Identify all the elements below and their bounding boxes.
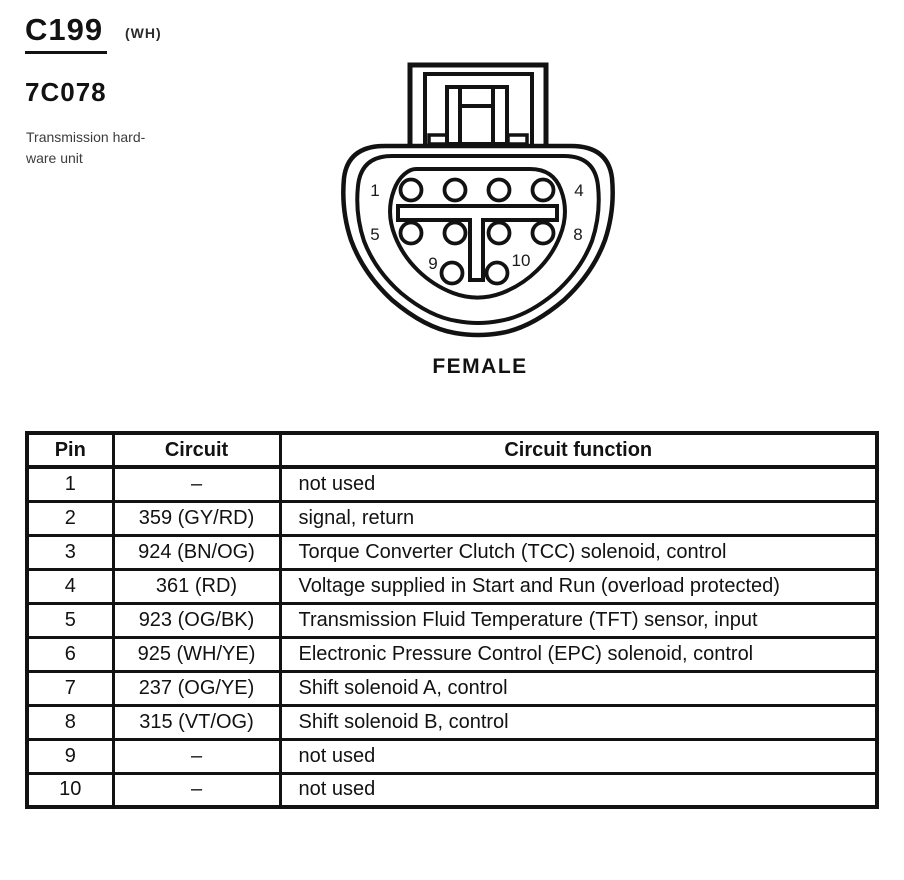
function-cell: not used [280, 467, 877, 501]
pin-cell: 6 [27, 637, 113, 671]
pinout-row [27, 569, 877, 603]
component-description-line2: ware unit [26, 150, 83, 166]
component-description [26, 127, 145, 169]
pinout-row [27, 467, 877, 501]
circuit-cell: 924 (BN/OG) [113, 535, 280, 569]
pin-cell: 8 [27, 705, 113, 739]
function-cell: Shift solenoid B, control [280, 705, 877, 739]
function-cell: Voltage supplied in Start and Run (overload protected) [280, 569, 877, 603]
circuit-cell: 237 (OG/YE) [113, 671, 280, 705]
function-cell: not used [280, 773, 877, 807]
pin-cell: 9 [27, 739, 113, 773]
connector-id: C199 [25, 12, 104, 47]
pin-column-header: Pin [27, 433, 113, 467]
pin-4 [533, 180, 554, 201]
connector-keyway [398, 206, 557, 280]
connector-diagram [330, 40, 630, 340]
circuit-cell: 925 (WH/YE) [113, 637, 280, 671]
latch-foot-left [429, 135, 447, 144]
pin-cell: 4 [27, 569, 113, 603]
pinout-row [27, 705, 877, 739]
gender-label: FEMALE [432, 355, 528, 378]
circuit-cell: 315 (VT/OG) [113, 705, 280, 739]
circuit-cell: – [113, 773, 280, 807]
connector-latch [410, 65, 546, 146]
pin-label-5: 5 [370, 225, 380, 244]
function-cell: Torque Converter Clutch (TCC) solenoid, control [280, 535, 877, 569]
circuit-cell: 361 (RD) [113, 569, 280, 603]
circuit-cell: – [113, 739, 280, 773]
pin-10 [487, 263, 508, 284]
pin-2 [445, 180, 466, 201]
pin-cell: 5 [27, 603, 113, 637]
pin-3 [489, 180, 510, 201]
pin-label-8: 8 [573, 225, 583, 244]
pinout-row [27, 671, 877, 705]
pinout-header-row [27, 433, 877, 467]
function-cell: Shift solenoid A, control [280, 671, 877, 705]
pin-cell: 1 [27, 467, 113, 501]
component-description-line1: Transmission hard- [26, 129, 146, 145]
connector-id-underline [25, 51, 107, 54]
pin-label-9: 9 [428, 254, 438, 273]
function-column-header: Circuit function [280, 433, 877, 467]
pinout-row [27, 603, 877, 637]
pin-7 [489, 223, 510, 244]
pinout-row [27, 739, 877, 773]
pin-9 [442, 263, 463, 284]
function-cell: Electronic Pressure Control (EPC) solenoid, control [280, 637, 877, 671]
part-number: 7C078 [25, 77, 107, 107]
pin-cell: 7 [27, 671, 113, 705]
function-cell: Transmission Fluid Temperature (TFT) sensor, input [280, 603, 877, 637]
function-cell: not used [280, 739, 877, 773]
pinout-row [27, 637, 877, 671]
latch-foot-right [508, 135, 527, 144]
pin-cell: 10 [27, 773, 113, 807]
circuit-cell: 359 (GY/RD) [113, 501, 280, 535]
circuit-cell: 923 (OG/BK) [113, 603, 280, 637]
pinout-table [25, 431, 879, 809]
pin-cell: 2 [27, 501, 113, 535]
pin-1 [401, 180, 422, 201]
connector-color-code: (WH) [125, 25, 162, 41]
pin-label-10: 10 [511, 251, 531, 270]
circuit-column-header: Circuit [113, 433, 280, 467]
pin-label-1: 1 [370, 181, 380, 200]
pin-5 [401, 223, 422, 244]
circuit-cell: – [113, 467, 280, 501]
function-cell: signal, return [280, 501, 877, 535]
pinout-row [27, 501, 877, 535]
pin-8 [533, 223, 554, 244]
pin-cell: 3 [27, 535, 113, 569]
pin-6 [445, 223, 466, 244]
pinout-row [27, 535, 877, 569]
pin-label-4: 4 [574, 181, 584, 200]
latch-body [447, 87, 507, 144]
pinout-row [27, 773, 877, 807]
